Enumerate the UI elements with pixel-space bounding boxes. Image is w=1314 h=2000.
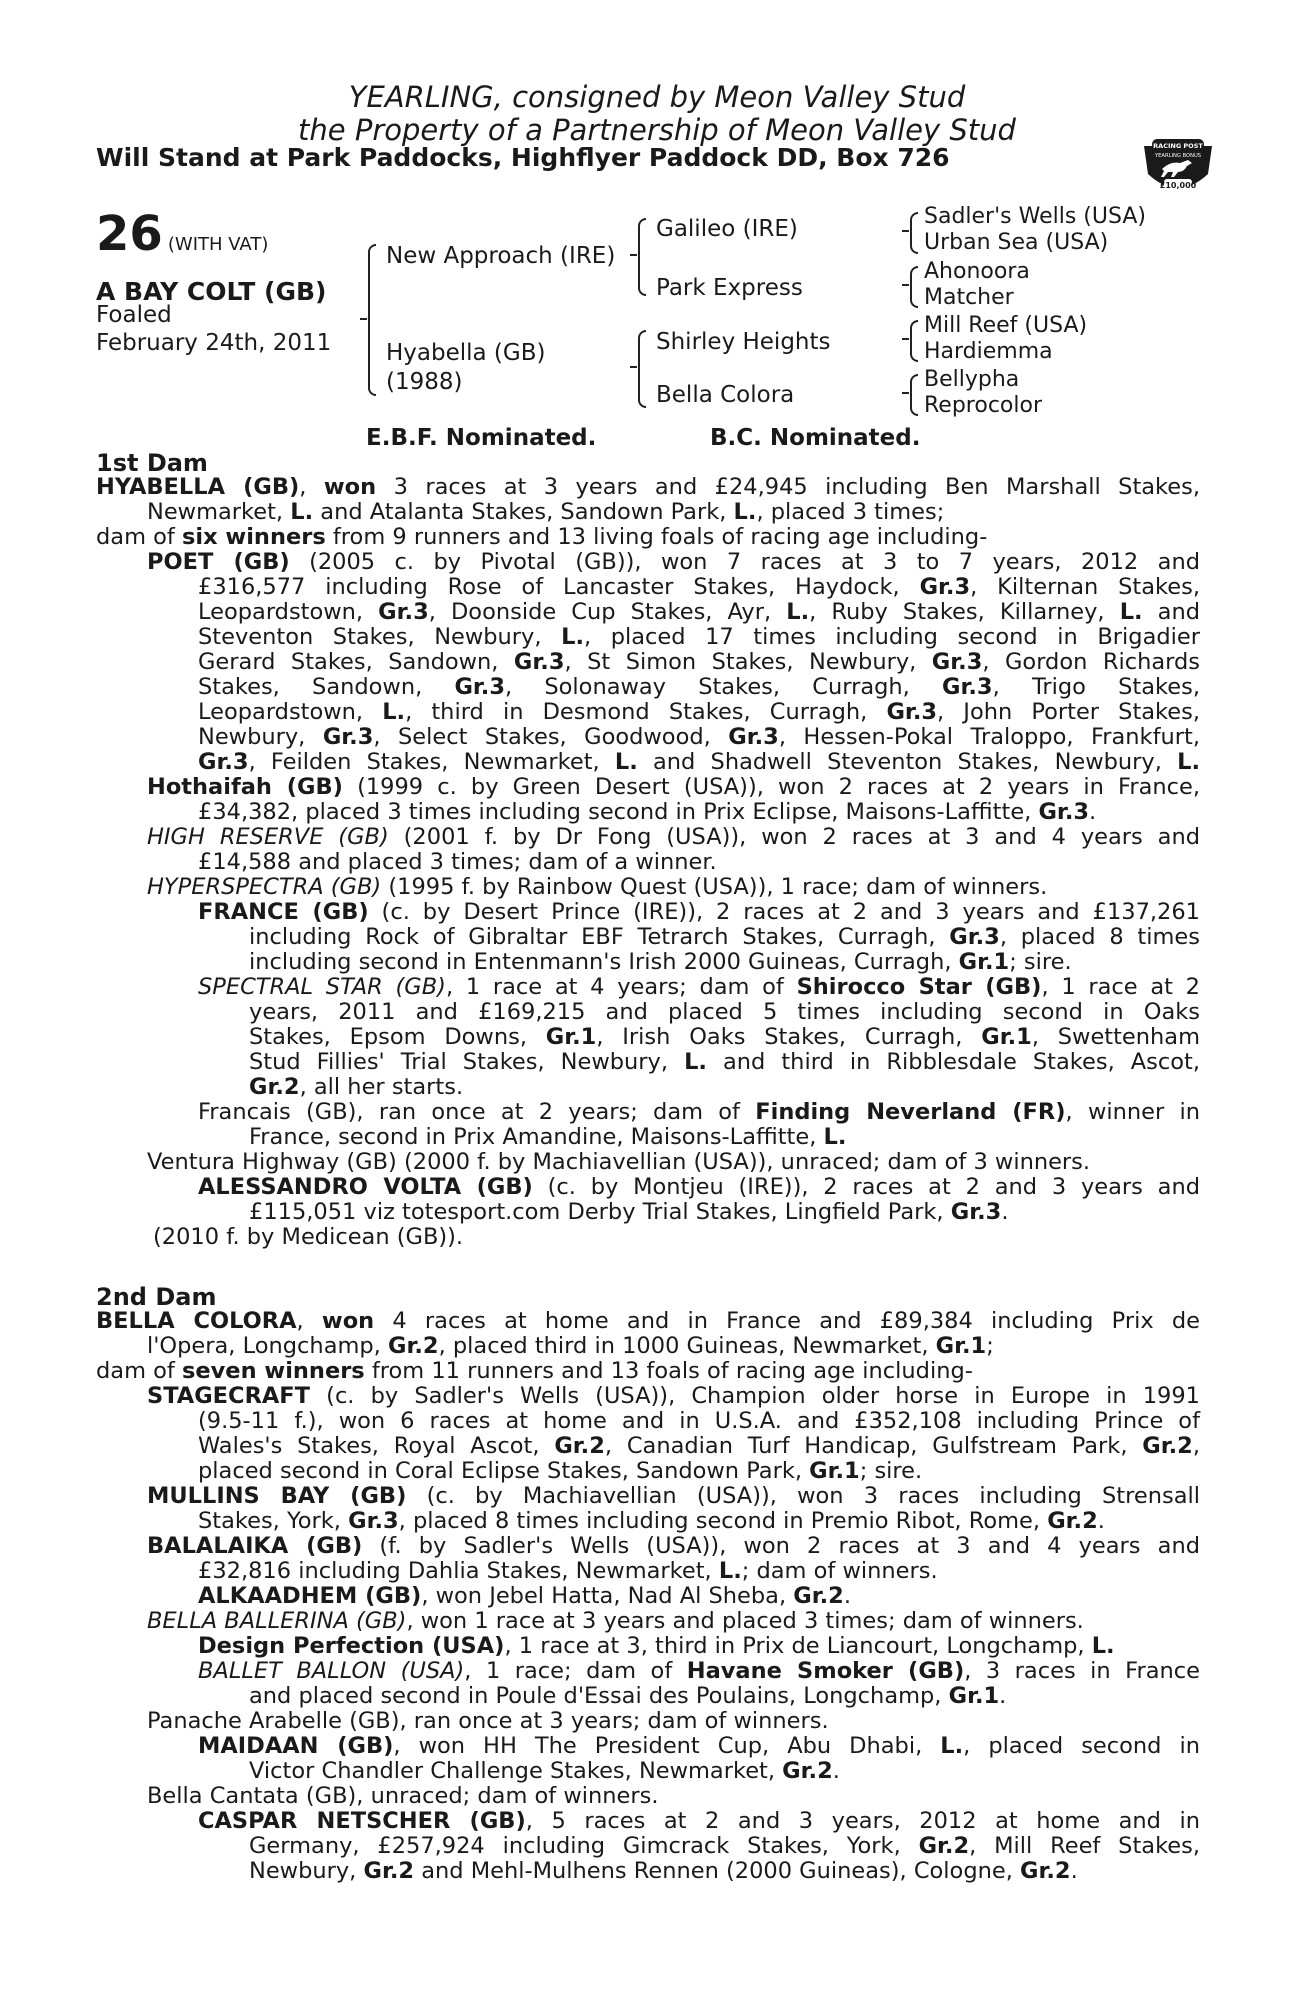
- text-line: POET (GB) (2005 c. by Pivotal (GB)), won 7 races at 3 to 7 years, 2012 and: [147, 549, 1201, 575]
- text-line: SPECTRAL STAR (GB), 1 race at 4 years; dam of Shirocco Star (GB), 1 race at 2: [198, 974, 1200, 1000]
- pedigree-ddd: Reprocolor: [924, 393, 1042, 418]
- foaled-label: Foaled: [96, 302, 172, 328]
- text-line: MULLINS BAY (GB) (c. by Machiavellian (USA)), won 3 races including Strensall: [147, 1483, 1201, 1509]
- text-line: Newmarket, L. and Atalanta Stakes, Sandown Park, L., placed 3 times;: [147, 499, 945, 525]
- text-line: dam of six winners from 9 runners and 13 living foals of racing age including-: [96, 524, 988, 550]
- ebf-nominated: E.B.F. Nominated.: [366, 425, 597, 451]
- text-line: Stakes, Epsom Downs, Gr.1, Irish Oaks Stakes, Curragh, Gr.1, Swettenham: [249, 1024, 1201, 1050]
- text-line: Stakes, York, Gr.3, placed 8 times including second in Premio Ribot, Rome, Gr.2.: [198, 1508, 1105, 1534]
- text-line: ALESSANDRO VOLTA (GB) (c. by Montjeu (IRE)), 2 races at 2 and 3 years and: [198, 1174, 1201, 1200]
- first-dam-heading: 1st Dam: [96, 449, 208, 477]
- lot-vat: (WITH VAT): [167, 234, 269, 255]
- pedigree-dam-dam: Bella Colora: [656, 382, 795, 408]
- pedigree-dam-sire: Shirley Heights: [656, 329, 831, 355]
- text-line: Hothaifah (GB) (1999 c. by Green Desert (USA)), won 2 races at 2 years in France,: [147, 774, 1200, 800]
- text-line: dam of seven winners from 11 runners and 13 foals of racing age including-: [96, 1358, 973, 1384]
- text-line: CASPAR NETSCHER (GB), 5 races at 2 and 3 years, 2012 at home and in: [198, 1808, 1200, 1834]
- svg-text:YEARLING BONUS: YEARLING BONUS: [1154, 153, 1202, 159]
- pedigree-dam-year: (1988): [386, 369, 463, 395]
- text-line: placed second in Coral Eclipse Stakes, Sandown Park, Gr.1; sire.: [198, 1458, 923, 1484]
- pedigree-sire: New Approach (IRE): [386, 243, 616, 269]
- text-line: HYPERSPECTRA (GB) (1995 f. by Rainbow Quest (USA)), 1 race; dam of winners.: [147, 874, 1048, 900]
- pedigree-brace: [638, 330, 646, 408]
- text-line: Ventura Highway (GB) (2000 f. by Machiavellian (USA)), unraced; dam of 3 winners.: [147, 1149, 1091, 1175]
- text-line: HYABELLA (GB), won 3 races at 3 years and £24,945 including Ben Marshall Stakes,: [96, 474, 1200, 500]
- text-line: ALKAADHEM (GB), won Jebel Hatta, Nad Al Sheba, Gr.2.: [198, 1583, 851, 1609]
- pedigree-brace: [638, 218, 646, 296]
- text-line: £316,577 including Rose of Lancaster Stakes, Haydock, Gr.3, Kilternan Stakes,: [198, 574, 1200, 600]
- text-line: HIGH RESERVE (GB) (2001 f. by Dr Fong (USA)), won 2 races at 3 and 4 years and: [147, 824, 1201, 850]
- text-line: BELLA COLORA, won 4 races at home and in France and £89,384 including Prix de: [96, 1308, 1200, 1334]
- text-line: Bella Cantata (GB), unraced; dam of winners.: [147, 1783, 659, 1809]
- text-line: FRANCE (GB) (c. by Desert Prince (IRE)), 2 races at 2 and 3 years and £137,261: [198, 899, 1200, 925]
- yearling-bonus-badge: [1140, 130, 1216, 206]
- text-line: Leopardstown, Gr.3, Doonside Cup Stakes, Ayr, L., Ruby Stakes, Killarney, L. and: [198, 599, 1200, 625]
- text-line: BALALAIKA (GB) (f. by Sadler's Wells (USA)), won 2 races at 3 and 4 years and: [147, 1533, 1200, 1559]
- text-line: Stud Fillies' Trial Stakes, Newbury, L. and third in Ribblesdale Stakes, Ascot,: [249, 1049, 1200, 1075]
- text-line: (2010 f. by Medicean (GB)).: [153, 1224, 464, 1250]
- text-line: £34,382, placed 3 times including second in Prix Eclipse, Maisons-Laffitte, Gr.3.: [198, 799, 1097, 825]
- pedigree-sss: Sadler's Wells (USA): [924, 204, 1146, 229]
- lot-heading: [96, 206, 268, 262]
- second-dam-heading: 2nd Dam: [96, 1283, 217, 1311]
- text-line: Germany, £257,924 including Gimcrack Stakes, York, Gr.2, Mill Reef Stakes,: [249, 1833, 1201, 1859]
- pedigree-sire-dam: Park Express: [656, 275, 803, 301]
- text-line: Leopardstown, L., third in Desmond Stakes, Curragh, Gr.3, John Porter Stakes,: [198, 699, 1200, 725]
- svg-text:RACING POST: RACING POST: [1153, 142, 1203, 150]
- lot-number: 26: [96, 206, 163, 262]
- text-line: £115,051 viz totesport.com Derby Trial Stakes, Lingfield Park, Gr.3.: [249, 1199, 1009, 1225]
- text-line: Newbury, Gr.2 and Mehl-Mulhens Rennen (2000 Guineas), Cologne, Gr.2.: [249, 1858, 1078, 1884]
- header-consignor: YEARLING, consigned by Meon Valley Stud: [348, 80, 966, 114]
- text-line: Francais (GB), ran once at 2 years; dam of Finding Neverland (FR), winner in: [198, 1099, 1200, 1125]
- text-line: l'Opera, Longchamp, Gr.2, placed third in 1000 Guineas, Newmarket, Gr.1;: [147, 1333, 994, 1359]
- text-line: £14,588 and placed 3 times; dam of a winner.: [198, 849, 717, 875]
- text-line: £32,816 including Dahlia Stakes, Newmarket, L.; dam of winners.: [198, 1558, 938, 1584]
- text-line: and placed second in Poule d'Essai des Poulains, Longchamp, Gr.1.: [249, 1683, 1007, 1709]
- foaled-date: February 24th, 2011: [96, 330, 332, 356]
- text-line: Gerard Stakes, Sandown, Gr.3, St Simon Stakes, Newbury, Gr.3, Gordon Richards: [198, 649, 1200, 675]
- bc-nominated: B.C. Nominated.: [710, 425, 921, 451]
- pedigree-dsd: Hardiemma: [924, 339, 1053, 364]
- text-line: Panache Arabelle (GB), ran once at 3 years; dam of winners.: [147, 1708, 829, 1734]
- pedigree-dds: Bellypha: [924, 367, 1020, 392]
- text-line: Gr.2, all her starts.: [249, 1074, 464, 1100]
- pedigree-sire-sire: Galileo (IRE): [656, 216, 798, 242]
- pedigree-sds: Ahonoora: [924, 259, 1030, 284]
- pedigree-ssd: Urban Sea (USA): [924, 230, 1109, 255]
- pedigree-brace: [368, 244, 376, 396]
- text-line: years, 2011 and £169,215 and placed 5 times including second in Oaks: [249, 999, 1200, 1025]
- text-line: Steventon Stakes, Newbury, L., placed 17 times including second in Brigadier: [198, 624, 1200, 650]
- pedigree-dam: Hyabella (GB): [386, 340, 546, 366]
- lot-title: A BAY COLT (GB): [96, 277, 327, 306]
- text-line: Design Perfection (USA), 1 race at 3, third in Prix de Liancourt, Longchamp, L.: [198, 1633, 1115, 1659]
- text-line: BELLA BALLERINA (GB), won 1 race at 3 years and placed 3 times; dam of winners.: [147, 1608, 1084, 1634]
- text-line: Newbury, Gr.3, Select Stakes, Goodwood, Gr.3, Hessen-Pokal Traloppo, Frankfurt,: [198, 724, 1200, 750]
- header-property: the Property of a Partnership of Meon Valley Stud: [298, 113, 1016, 147]
- text-line: (9.5-11 f.), won 6 races at home and in U.S.A. and £352,108 including Prince of: [198, 1408, 1200, 1434]
- svg-text:£10,000: £10,000: [1159, 181, 1197, 190]
- text-line: STAGECRAFT (c. by Sadler's Wells (USA)), Champion older horse in Europe in 1991: [147, 1383, 1200, 1409]
- text-line: France, second in Prix Amandine, Maisons-Laffitte, L.: [249, 1124, 847, 1150]
- pedigree-dss: Mill Reef (USA): [924, 313, 1088, 338]
- text-line: Wales's Stakes, Royal Ascot, Gr.2, Canadian Turf Handicap, Gulfstream Park, Gr.2,: [198, 1433, 1200, 1459]
- header-stand: Will Stand at Park Paddocks, Highflyer Paddock DD, Box 726: [96, 143, 950, 172]
- text-line: MAIDAAN (GB), won HH The President Cup, Abu Dhabi, L., placed second in: [198, 1733, 1200, 1759]
- text-line: Stakes, Sandown, Gr.3, Solonaway Stakes, Curragh, Gr.3, Trigo Stakes,: [198, 674, 1200, 700]
- text-line: including Rock of Gibraltar EBF Tetrarch Stakes, Curragh, Gr.3, placed 8 times: [249, 924, 1200, 950]
- text-line: including second in Entenmann's Irish 2000 Guineas, Curragh, Gr.1; sire.: [249, 949, 1072, 975]
- text-line: BALLET BALLON (USA), 1 race; dam of Havane Smoker (GB), 3 races in France: [198, 1658, 1200, 1684]
- pedigree-sdd: Matcher: [924, 285, 1014, 310]
- text-line: Gr.3, Feilden Stakes, Newmarket, L. and Shadwell Steventon Stakes, Newbury, L.: [198, 749, 1200, 775]
- text-line: Victor Chandler Challenge Stakes, Newmarket, Gr.2.: [249, 1758, 840, 1784]
- yearling-bonus-icon: [1140, 130, 1216, 206]
